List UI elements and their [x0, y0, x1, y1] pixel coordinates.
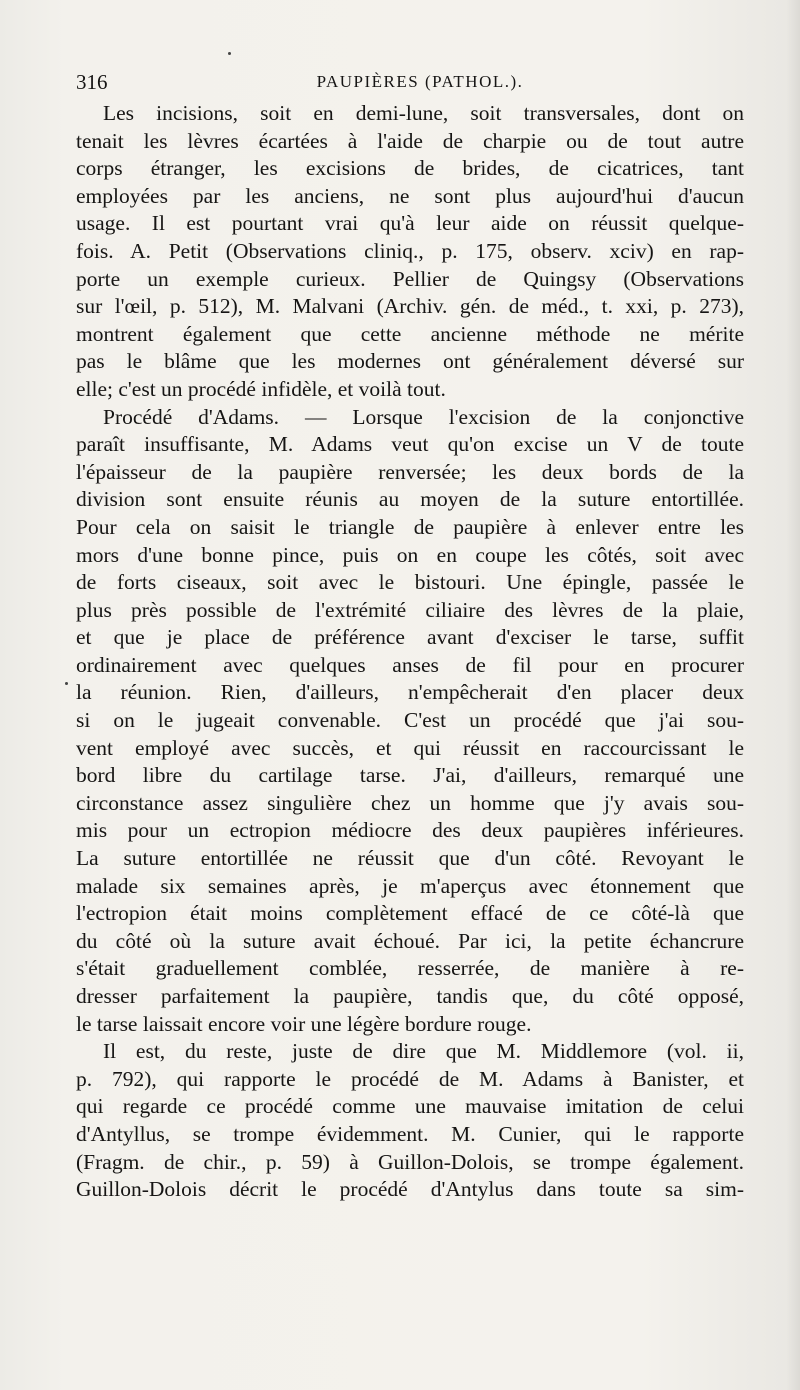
text-line: vent employé avec succès, et qui réussit en raccourcissant le: [76, 735, 744, 760]
ink-speck: [228, 52, 231, 55]
text-line: pas le blâme que les modernes ont généralement déversé sur: [76, 349, 744, 374]
text-line: elle; c'est un procédé infidèle, et voilà tout.: [76, 376, 446, 401]
text-line: l'épaisseur de la paupière renversée; les deux bords de la: [76, 459, 744, 484]
text-line: (Fragm. de chir., p. 59) à Guillon-Dolois, se trompe également.: [76, 1149, 744, 1174]
text-line: p. 792), qui rapporte le procédé de M. Adams à Banister, et: [76, 1066, 744, 1091]
text-line: tenait les lèvres écartées à l'aide de charpie ou de tout autre: [76, 128, 744, 153]
page-header: [76, 70, 744, 100]
text-line: corps étranger, les excisions de brides, de cicatrices, tant: [76, 156, 744, 181]
text-line: Pour cela on saisit le triangle de paupière à enlever entre les: [76, 514, 744, 539]
text-line: l'ectropion était moins complètement effacé de ce côté-là que: [76, 901, 744, 926]
text-line: dresser parfaitement la paupière, tandis que, du côté opposé,: [76, 984, 744, 1008]
text-line: circonstance assez singulière chez un homme que j'y avais sou-: [76, 790, 744, 815]
page-edge-shadow: [786, 0, 800, 1390]
text-line: mis pour un ectropion médiocre des deux paupières inférieures.: [76, 818, 744, 843]
text-line: fois. A. Petit (Observations cliniq., p. 175, observ. xciv) en rap-: [76, 238, 744, 263]
body-text: [76, 100, 744, 1204]
text-line: d'Antyllus, se trompe évidemment. M. Cunier, qui le rapporte: [76, 1121, 744, 1146]
text-line: qui regarde ce procédé comme une mauvaise imitation de celui: [76, 1094, 744, 1119]
text-line: mors d'une bonne pince, puis on en coupe les côtés, soit avec: [76, 542, 744, 567]
text-line: Il est, du reste, juste de dire que M. Middlemore (vol. ii,: [103, 1039, 744, 1064]
text-line: employées par les anciens, ne sont plus aujourd'hui d'aucun: [76, 183, 744, 208]
text-line: le tarse laissait encore voir une légère bordure rouge.: [76, 1011, 532, 1036]
text-line: malade six semaines après, je m'aperçus avec étonnement que: [76, 873, 744, 898]
text-line: Guillon-Dolois décrit le procédé d'Antylus dans toute sa sim-: [76, 1177, 744, 1202]
text-line: Procédé d'Adams. — Lorsque l'excision de la conjonctive: [103, 404, 744, 429]
text-line: Les incisions, soit en demi-lune, soit transversales, dont on: [103, 101, 744, 125]
running-head: PAUPIÈRES (PATHOL.).: [316, 72, 524, 91]
text-line: du côté où la suture avait échoué. Par ici, la petite échancrure: [76, 928, 744, 953]
text-line: plus près possible de l'extrémité ciliaire des lèvres de la plaie,: [76, 597, 744, 622]
text-line: s'était graduellement comblée, resserrée, de manière à re-: [76, 956, 744, 981]
text-line: ordinairement avec quelques anses de fil pour en procurer: [76, 652, 744, 677]
text-line: la réunion. Rien, d'ailleurs, n'empêcherait d'en placer deux: [76, 680, 744, 705]
text-line: La suture entortillée ne réussit que d'un côté. Revoyant le: [76, 846, 744, 871]
ink-speck: [65, 682, 68, 685]
text-line: division sont ensuite réunis au moyen de la suture entortillée.: [76, 487, 744, 512]
text-line: montrent également que cette ancienne méthode ne mérite: [76, 321, 744, 346]
page-number: 316: [76, 70, 108, 94]
text-line: usage. Il est pourtant vrai qu'à leur aide on réussit quelque-: [76, 211, 744, 236]
text-line: de forts ciseaux, soit avec le bistouri. Une épingle, passée le: [76, 570, 744, 595]
text-line: si on le jugeait convenable. C'est un procédé que j'ai sou-: [76, 708, 744, 733]
text-line: et que je place de préférence avant d'exciser le tarse, suffit: [76, 625, 744, 650]
text-line: sur l'œil, p. 512), M. Malvani (Archiv. gén. de méd., t. xxi, p. 273),: [76, 294, 744, 319]
text-line: porte un exemple curieux. Pellier de Quingsy (Observations: [76, 266, 744, 291]
text-line: paraît insuffisante, M. Adams veut qu'on excise un V de toute: [76, 432, 744, 457]
text-line: bord libre du cartilage tarse. J'ai, d'ailleurs, remarqué une: [76, 763, 744, 788]
